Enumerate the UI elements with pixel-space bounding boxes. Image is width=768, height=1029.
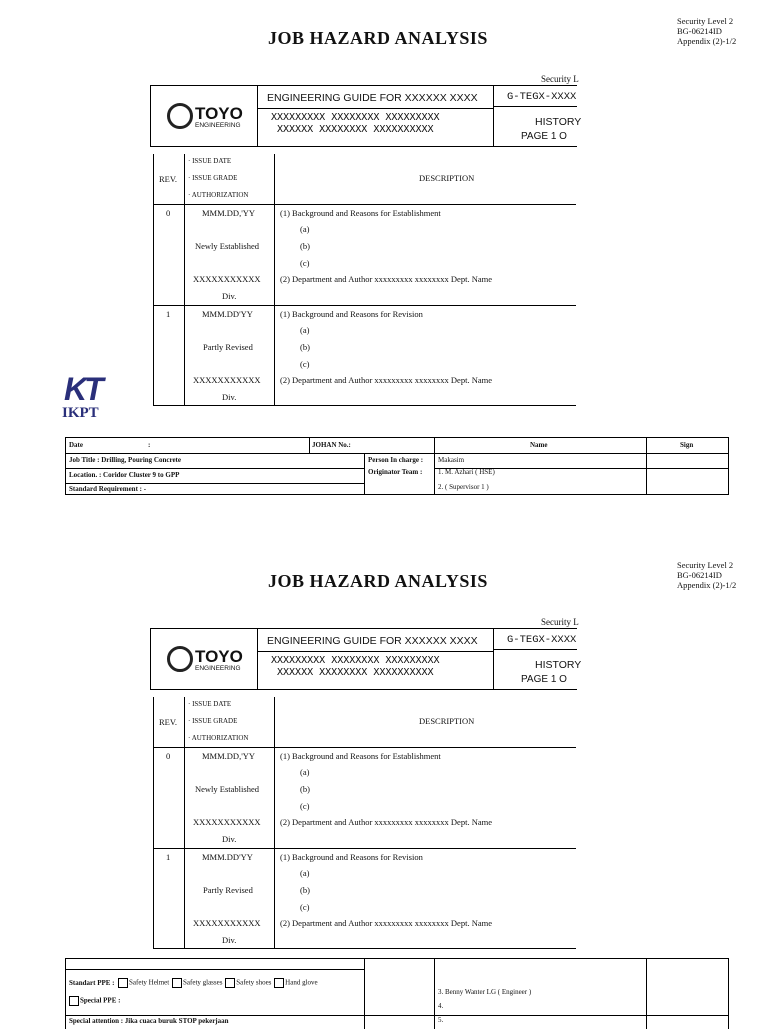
- description-item: (1) Background and Reasons for Establishment: [280, 208, 441, 218]
- special-ppe-checkbox[interactable]: [69, 996, 79, 1006]
- glasses-checkbox[interactable]: [172, 978, 182, 988]
- issue-date: MMM.DD,'YY: [202, 751, 256, 761]
- authorization-header: · AUTHORIZATION: [188, 734, 249, 742]
- authorization: XXXXXXXXXXX: [193, 918, 261, 928]
- description-subitem: (b): [300, 241, 310, 251]
- description-item: (1) Background and Reasons for Revision: [280, 309, 423, 319]
- description-subitem: (c): [300, 801, 310, 811]
- guide-subtitle: XXXXXXXXX XXXXXXXX XXXXXXXXX XXXXXX XXXXXXXX XXXXXXXXXX: [271, 655, 440, 678]
- glove-label: Hand glove: [285, 978, 318, 987]
- date-label: Date: [69, 441, 83, 449]
- issue-date: MMM.DD'YY: [202, 309, 253, 319]
- guide-subtitle: XXXXXXXXX XXXXXXXX XXXXXXXXX XXXXXX XXXXXXXX XXXXXXXXXX: [271, 112, 440, 135]
- engineering-guide-header: [150, 628, 582, 690]
- page-title: JOB HAZARD ANALYSIS: [268, 571, 488, 591]
- person-in-charge-label: Person In charge :: [368, 456, 424, 464]
- toyo-logo: [151, 86, 258, 146]
- description-subitem: (b): [300, 784, 310, 794]
- shoes-checkbox[interactable]: [225, 978, 235, 988]
- document-code: BG-06214ID: [677, 570, 722, 580]
- rev-header: REV.: [159, 717, 178, 727]
- guide-title: ENGINEERING GUIDE FOR XXXXXX XXXX: [267, 635, 478, 647]
- team-member: 2. ( Supervisor 1 ): [438, 483, 489, 491]
- security-level: Security Level 2: [677, 16, 734, 26]
- issue-grade: Newly Established: [195, 784, 259, 794]
- issue-grade-header: · ISSUE GRADE: [188, 174, 238, 182]
- helmet-label: Safety Helmet: [129, 978, 170, 987]
- authorization-div: Div.: [222, 935, 237, 945]
- rev-number: 0: [166, 208, 171, 218]
- description-item: (1) Background and Reasons for Establishment: [280, 751, 441, 761]
- logo-name: TOYO: [195, 647, 243, 666]
- description-item: (2) Department and Author xxxxxxxxx xxxxxxxx Dept. Name: [280, 918, 492, 928]
- special-ppe-row: [69, 996, 120, 1006]
- engineering-guide-header: [150, 85, 582, 147]
- special-attention: Special attention : Jika cuaca buruk STOP pekerjaan: [69, 1017, 229, 1025]
- issue-grade-header: · ISSUE GRADE: [188, 717, 238, 725]
- person-in-charge-name: Makasim: [438, 456, 465, 464]
- description-item: (1) Background and Reasons for Revision: [280, 852, 423, 862]
- revision-table: [153, 697, 576, 949]
- description-subitem: (b): [300, 342, 310, 352]
- standard-ppe-label: Standart PPE :: [69, 979, 115, 987]
- sign-column-header: Sign: [680, 441, 694, 449]
- authorization-div: Div.: [222, 834, 237, 844]
- glasses-label: Safety glasses: [183, 978, 223, 987]
- team-member: 1. M. Azhari ( HSE): [438, 468, 495, 476]
- glove-checkbox[interactable]: [274, 978, 284, 988]
- history-label: HISTORY: [535, 116, 582, 128]
- page-label: PAGE 1 O: [521, 674, 567, 685]
- rev-number: 1: [166, 852, 171, 862]
- guide-title: ENGINEERING GUIDE FOR XXXXXX XXXX: [267, 92, 478, 104]
- issue-grade: Newly Established: [195, 241, 259, 251]
- history-label: HISTORY: [535, 659, 582, 671]
- helmet-checkbox[interactable]: [118, 978, 128, 988]
- header-security-label: Security L: [541, 74, 579, 84]
- issue-grade: Partly Revised: [203, 885, 253, 895]
- issue-date: MMM.DD'YY: [202, 852, 253, 862]
- description-subitem: (a): [300, 224, 310, 234]
- toyo-circle-icon: [167, 103, 193, 129]
- ppe-checklist: [118, 978, 318, 988]
- description-item: (2) Department and Author xxxxxxxxx xxxxxxxx Dept. Name: [280, 817, 492, 827]
- authorization-div: Div.: [222, 392, 237, 402]
- security-block: [677, 560, 736, 590]
- authorization: XXXXXXXXXXX: [193, 274, 261, 284]
- issue-date: MMM.DD,'YY: [202, 208, 256, 218]
- document-code: BG-06214ID: [677, 26, 722, 36]
- issue-date-header: · ISSUE DATE: [188, 700, 232, 708]
- rev-number: 0: [166, 751, 171, 761]
- authorization: XXXXXXXXXXX: [193, 817, 261, 827]
- ppe-table: [65, 958, 729, 1029]
- authorization-header: · AUTHORIZATION: [188, 191, 249, 199]
- johan-number-label: JOHAN No.:: [312, 441, 351, 449]
- guide-code: G-TEGX-XXXX: [507, 91, 577, 103]
- description-subitem: (c): [300, 359, 310, 369]
- team-member: 4.: [438, 1002, 444, 1010]
- issue-grade: Partly Revised: [203, 342, 253, 352]
- team-member: 5.: [438, 1016, 444, 1024]
- appendix-label: Appendix (2)-1/2: [677, 580, 737, 590]
- logo-name: TOYO: [195, 104, 243, 123]
- logo-sub: ENGINEERING: [195, 665, 241, 672]
- security-level: Security Level 2: [677, 560, 734, 570]
- page-label: PAGE 1 O: [521, 131, 567, 142]
- description-item: (2) Department and Author xxxxxxxxx xxxxxxxx Dept. Name: [280, 375, 492, 385]
- revision-table: [153, 154, 576, 406]
- issue-date-header: · ISSUE DATE: [188, 157, 232, 165]
- guide-code: G-TEGX-XXXX: [507, 634, 577, 646]
- originator-team-label: Originator Team :: [368, 468, 423, 476]
- location: Location. : Coridor Cluster 9 to GPP: [69, 471, 180, 479]
- authorization-div: Div.: [222, 291, 237, 301]
- name-column-header: Name: [530, 441, 548, 449]
- description-subitem: (b): [300, 885, 310, 895]
- authorization: XXXXXXXXXXX: [193, 375, 261, 385]
- ikpt-name: IKPT: [62, 405, 99, 421]
- description-header: DESCRIPTION: [419, 173, 475, 183]
- header-security-label: Security L: [541, 617, 579, 627]
- security-block: [677, 16, 736, 46]
- toyo-logo: [151, 629, 258, 689]
- page-title: JOB HAZARD ANALYSIS: [268, 28, 488, 48]
- description-subitem: (a): [300, 767, 310, 777]
- job-info-table: [65, 437, 729, 495]
- rev-header: REV.: [159, 174, 178, 184]
- standard-requirement: Standard Requirement : -: [69, 485, 147, 493]
- ikpt-mark-icon: KT: [64, 371, 101, 407]
- appendix-label: Appendix (2)-1/2: [677, 36, 737, 46]
- logo-sub: ENGINEERING: [195, 122, 241, 129]
- date-colon: :: [148, 441, 151, 449]
- description-header: DESCRIPTION: [419, 716, 475, 726]
- description-subitem: (c): [300, 902, 310, 912]
- description-item: (2) Department and Author xxxxxxxxx xxxxxxxx Dept. Name: [280, 274, 492, 284]
- description-subitem: (a): [300, 868, 310, 878]
- toyo-circle-icon: [167, 646, 193, 672]
- special-ppe-label: Special PPE :: [80, 996, 121, 1005]
- rev-number: 1: [166, 309, 171, 319]
- team-member: 3. Benny Wanter LG ( Engineer ): [438, 988, 532, 996]
- description-subitem: (a): [300, 325, 310, 335]
- description-subitem: (c): [300, 258, 310, 268]
- shoes-label: Safety shoes: [236, 978, 272, 987]
- job-title: Job Title : Drilling, Pouring Concrete: [69, 456, 181, 464]
